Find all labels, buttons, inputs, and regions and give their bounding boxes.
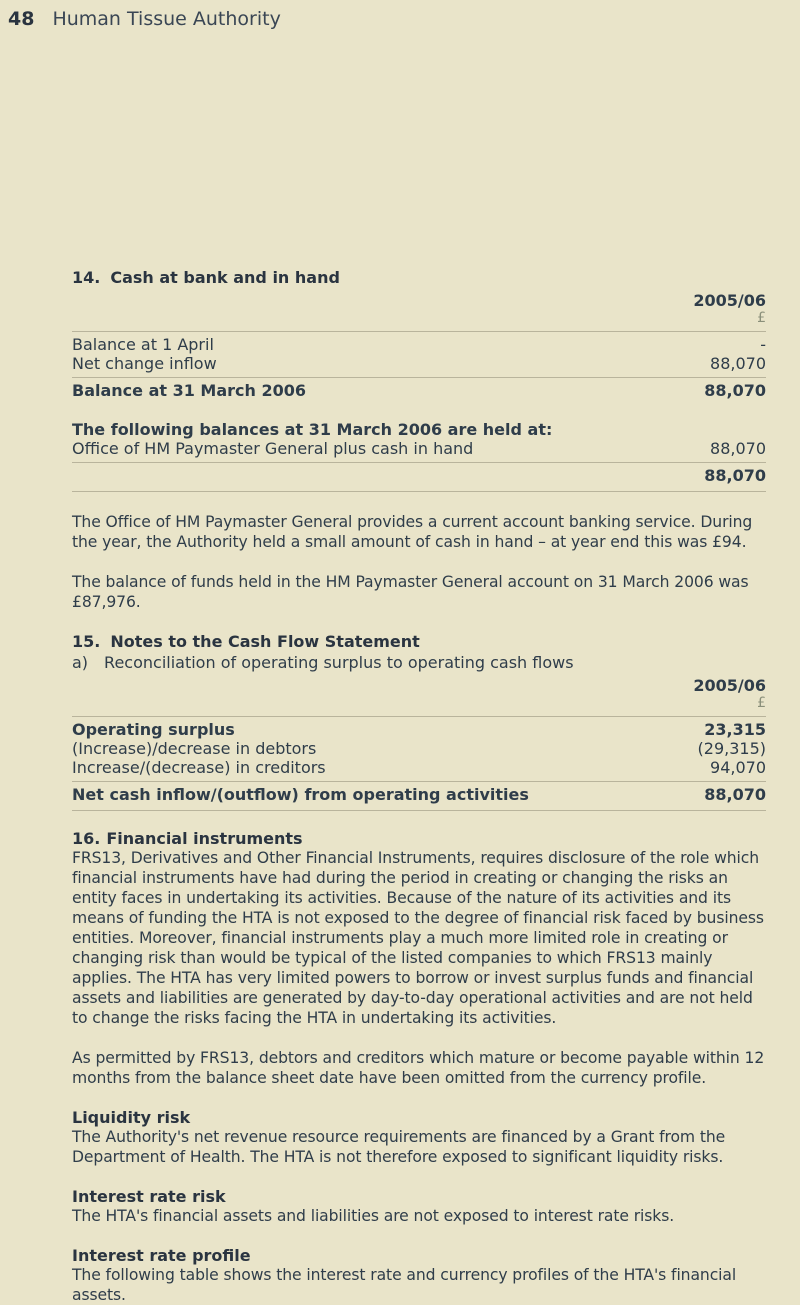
publication-title: Human Tissue Authority: [52, 8, 281, 30]
table-row: Operating surplus 23,315: [72, 720, 766, 739]
cashflow-table: [72, 676, 766, 811]
note-16-para-1: FRS13, Derivatives and Other Financial Instruments, requires disclosure of the role which financial instruments have had during the period in creating or changing the risks an entity faces in undertaking its activities. Because of the nature of its activities and its means of funding the HTA is not exposed to the degree of financial risk faced by business entities. Moreover, financial instruments play a much more limited role in creating or changing risk than would be typical of the listed companies to which FRS13 mainly applies. The HTA has very limited powers to borrow or invest surplus funds and financial assets and liabilities are generated by day-to-day operational activities and are not held to change the risks facing the HTA in undertaking its activities.: [72, 849, 764, 1027]
cashflow-col-year: 2005/06: [693, 676, 766, 695]
page-number: 48: [8, 8, 35, 30]
held-total-row: 88,070: [704, 466, 766, 485]
note-16-heading: [72, 829, 766, 848]
note-15-subheading: a) Reconciliation of operating surplus to operating cash flows: [72, 653, 574, 672]
page-content: [72, 268, 766, 1305]
interest-rate-profile-text: The following table shows the interest rate and currency profiles of the HTA's financial assets.: [72, 1266, 737, 1304]
table-row: Balance at 1 April -: [72, 335, 766, 354]
note-16-number: 16.: [72, 829, 101, 848]
note-14-para-2: The balance of funds held in the HM Paymaster General account on 31 March 2006 was £87,976.: [72, 573, 749, 611]
note-14-heading: [72, 268, 766, 287]
page-header: [8, 8, 281, 30]
table-row: Office of HM Paymaster General plus cash in hand 88,070: [72, 439, 766, 458]
cash-col-year: 2005/06: [693, 291, 766, 310]
note-15-number: 15.: [72, 632, 101, 651]
table-row: Increase/(decrease) in creditors 94,070: [72, 758, 766, 777]
liquidity-risk-heading: Liquidity risk: [72, 1108, 191, 1127]
note-16-para-2: As permitted by FRS13, debtors and creditors which mature or become payable within 12 months from the balance sheet date have been omitted from the currency profile.: [72, 1049, 765, 1087]
table-row: (Increase)/decrease in debtors (29,315): [72, 739, 766, 758]
cash-table: [72, 291, 766, 492]
cash-col-unit: £: [757, 310, 766, 326]
interest-rate-profile-heading: Interest rate profile: [72, 1246, 251, 1265]
interest-rate-risk-heading: Interest rate risk: [72, 1187, 226, 1206]
interest-rate-risk-text: The HTA's financial assets and liabilities are not exposed to interest rate risks.: [72, 1207, 675, 1225]
cashflow-col-unit: £: [757, 695, 766, 711]
note-16-title: Financial instruments: [106, 829, 303, 848]
note-14-number: 14.: [72, 268, 101, 287]
note-14-title: Cash at bank and in hand: [110, 268, 340, 287]
cash-total-row: Balance at 31 March 2006 88,070: [72, 381, 766, 400]
cashflow-total-row: Net cash inflow/(outflow) from operating activities 88,070: [72, 785, 766, 804]
note-14-para-1: The Office of HM Paymaster General provides a current account banking service. During the year, the Authority held a small amount of cash in hand – at year end this was £94.: [72, 513, 753, 551]
note-15-heading: [72, 632, 766, 651]
table-row: Net change inflow 88,070: [72, 354, 766, 373]
held-at-heading: The following balances at 31 March 2006 are held at:: [72, 420, 553, 439]
note-15-title: Notes to the Cash Flow Statement: [110, 632, 420, 651]
liquidity-risk-text: The Authority's net revenue resource requirements are financed by a Grant from the Department of Health. The HTA is not therefore exposed to significant liquidity risks.: [72, 1128, 726, 1166]
